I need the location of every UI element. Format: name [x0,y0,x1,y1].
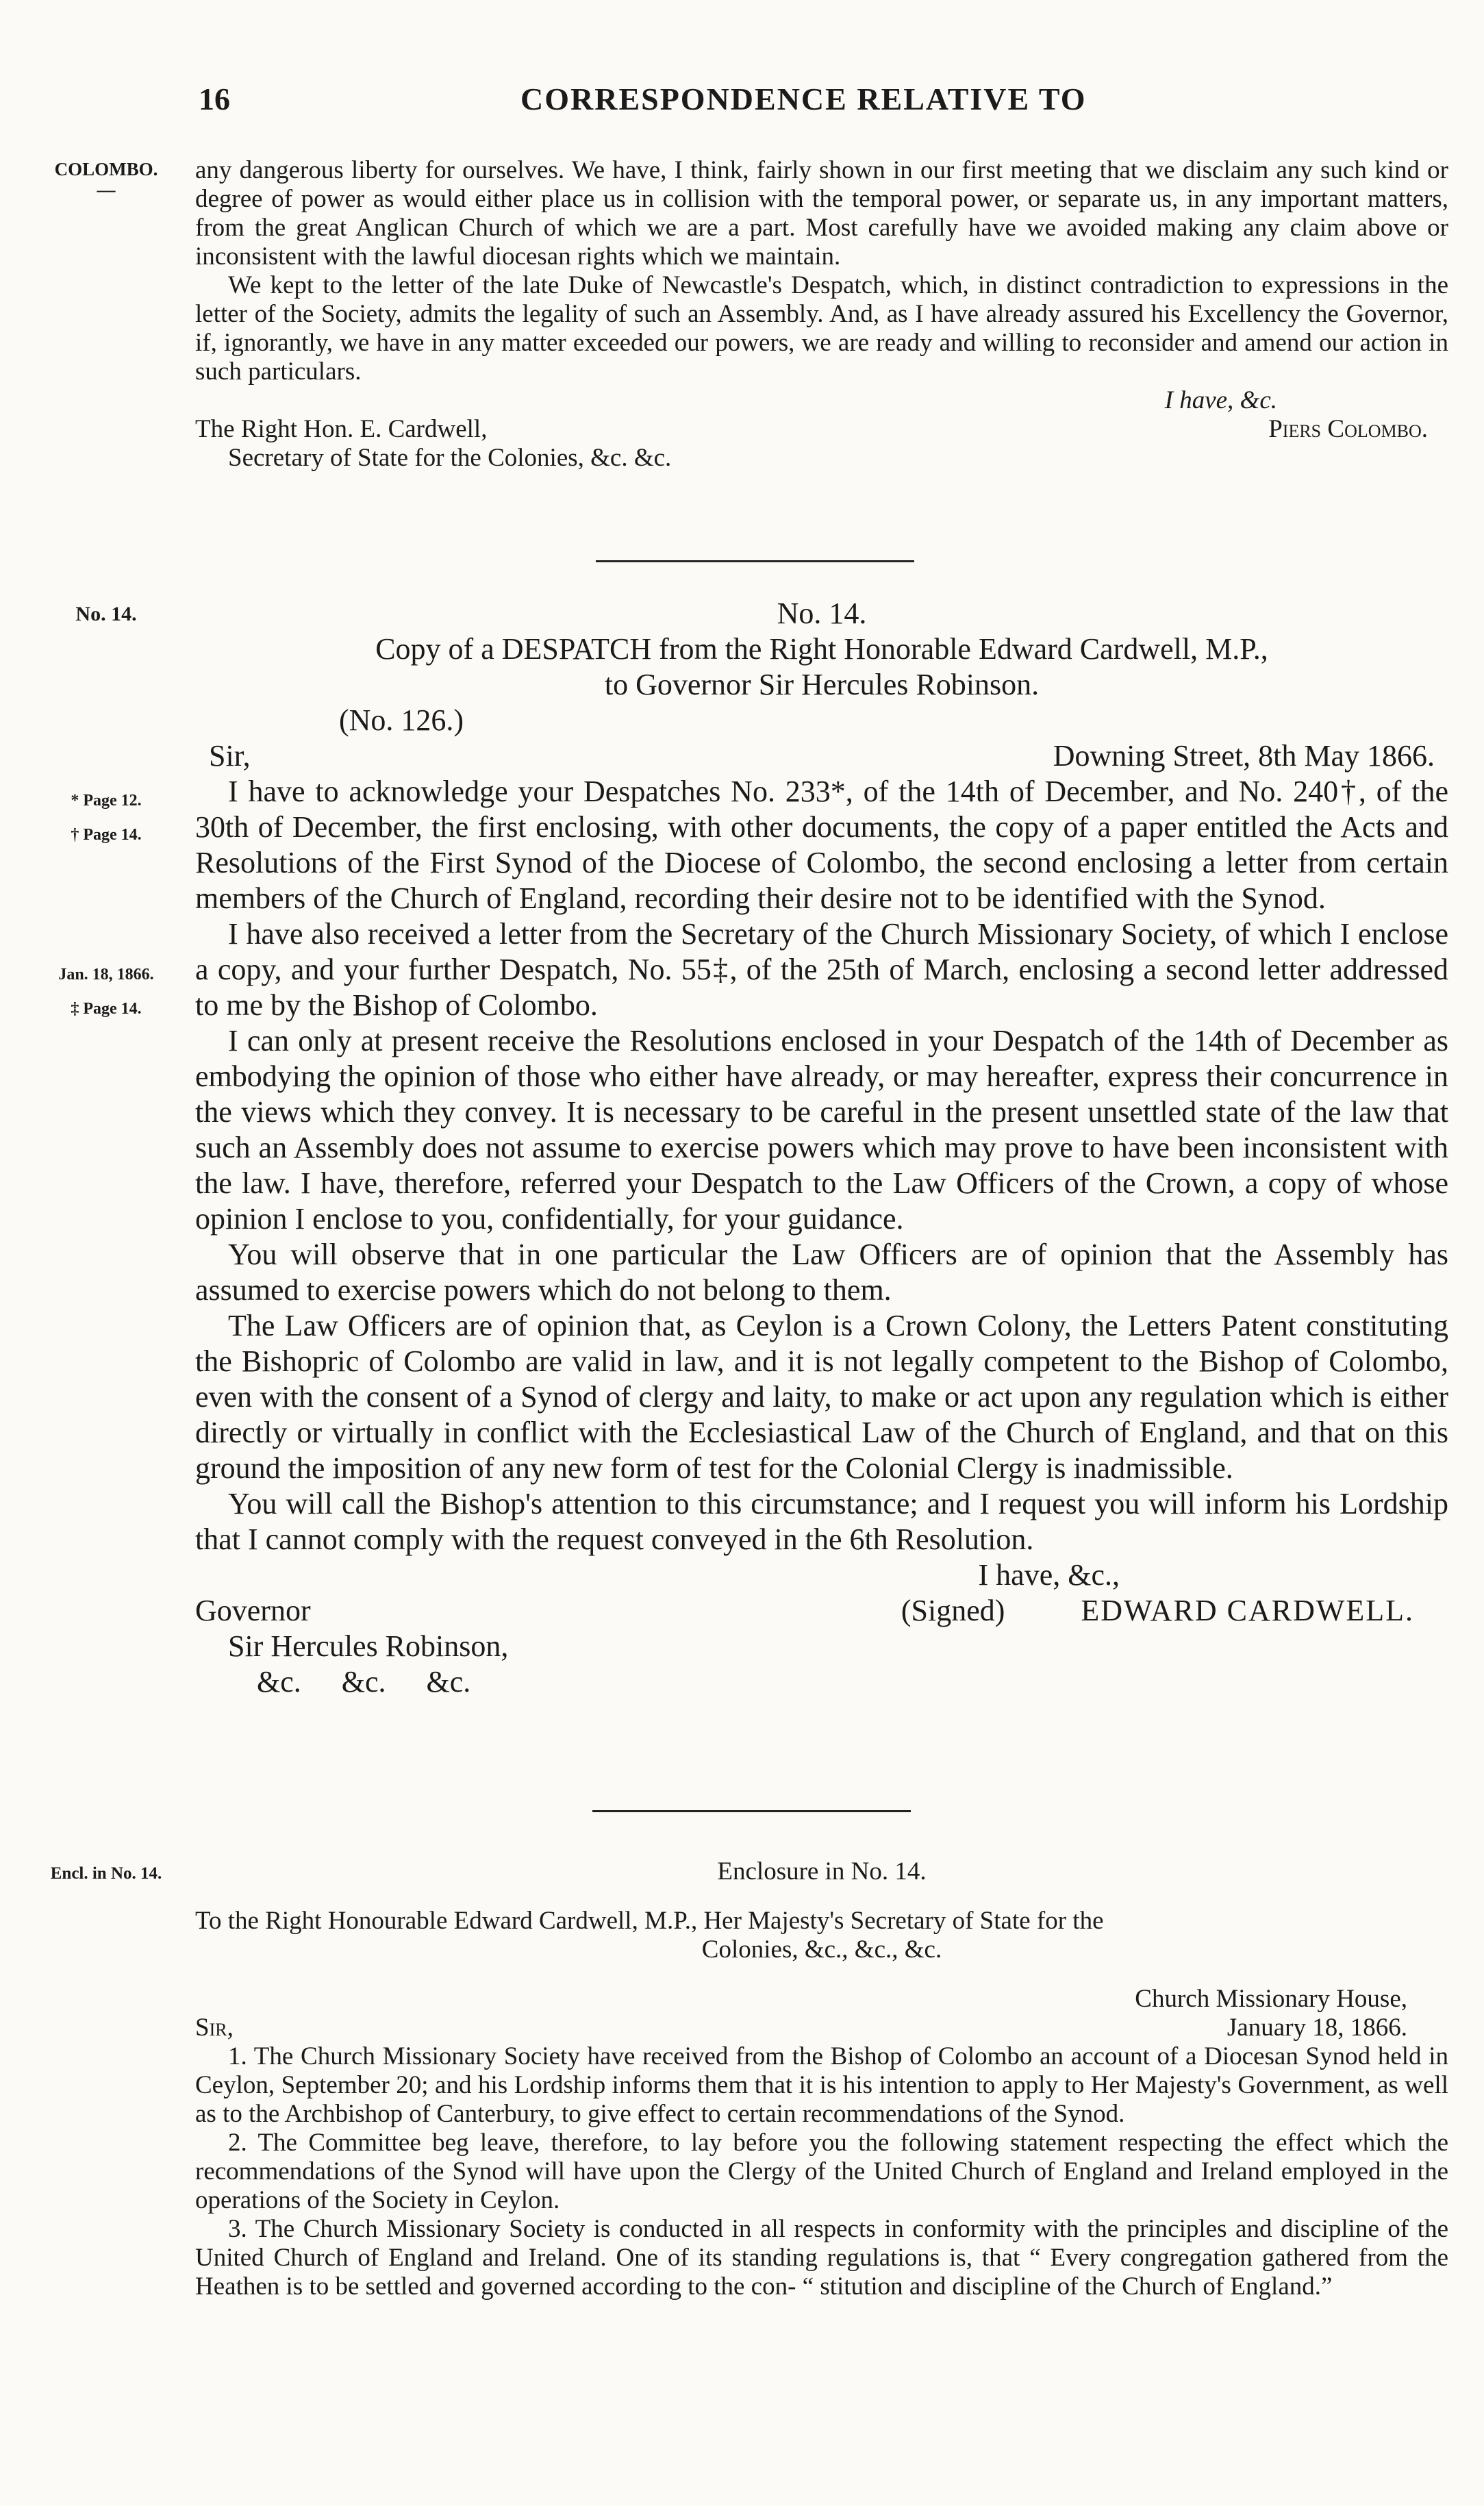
despatch-paragraph: The Law Officers are of opinion that, as Ceylon is a Crown Colony, the Letters Patent constituting the Bishopric of Colombo are valid in law, and it is not legally competent to the Bishop of Colombo, even with the consent of a Synod of clergy and laity, to make or act upon any regulation which is either directly or virtually in conflict with the Ecclesiastical Law of the Church of England, and that on this ground the imposition of any new form of test for the Colonial Clergy is inadmissible. [195,1309,1448,1485]
section1-paragraph: any dangerous liberty for ourselves. We have, I think, fairly shown in our first meeting that we disclaim any such kind or degree of power as would either place us in collision with the temporal power, or separate us, in any important matters, from the great Anglican Church of which we are a part. Most carefully have we avoided making any claim above or inconsistent with the lawful diocesan rights which we maintain. [195,156,1448,271]
margin-label-colombo: COLOMBO. [54,159,158,179]
margin-label-no14: No. 14. [75,603,137,625]
enclosure-address: Colonies, &c., &c., &c. [701,1935,942,1964]
despatch-heading: Copy of a DESPATCH from the Right Honorable Edward Cardwell, M.P., [375,632,1268,666]
despatch-paragraph: I have also received a letter from the Secretary of the Church Missionary Society, of which I enclose a copy, and your further Despatch, No. 55‡, of the 25th of March, enclosing a second letter addressed to me by the Bishop of Colombo. [195,917,1448,1022]
margin-note: ‡ Page 14. [71,1000,142,1018]
despatch-salutation: Sir, [209,739,251,773]
section2-text [195,596,1448,1700]
despatch-paragraph: I can only at present receive the Resolutions enclosed in your Despatch of the 14th of December as embodying the opinion of those who either have already, or may hereafter, express their concurrence in the views which they convey. It is necessary to be careful in the present unsettled state of the law that such an Assembly does not assume to exercise powers which may prove to have been inconsistent with the law. I have, therefore, referred your Despatch to the Law Officers of the Crown, a copy of whose opinion I enclose to you, confidentially, for your guidance. [195,1024,1448,1236]
despatch-paragraph: I have to acknowledge your Despatches No. 233*, of the 14th of December, and No. 240†, of the 30th of December, the first enclosing, with other documents, the copy of a paper entitled the Acts and Resolutions of the First Synod of the Diocese of Colombo, the second enclosing a letter from certain members of the Church of England, recording their desire not to be identified with the Synod. [195,775,1448,915]
enclosure-place: Church Missionary House, [1135,1985,1407,2013]
page-number: 16 [199,82,230,116]
divider-rule [596,560,914,562]
despatch-signed: (Signed) [901,1594,1005,1627]
despatch-addressee: Governor [195,1594,311,1627]
enclosure-paragraph: 1. The Church Missionary Society have received from the Bishop of Colombo an account of a Diocesan Synod held in Ceylon, September 20; and his Lordship informs them that it is his intention to apply to Her Majesty's Government, as well as to the Archbishop of Canterbury, to give effect to certain recommendations of the Synod. [195,2042,1448,2128]
section1-paragraph: We kept to the letter of the late Duke of Newcastle's Despatch, which, in distinct contradiction to expressions in the letter of the Society, admits the legality of such an Assembly. And, as I have already assured his Excellency the Governor, if, ignorantly, we have in any matter exceeded our powers, we are ready and willing to reconsider and amend our action in such particulars. [195,271,1448,386]
margin-note: † Page 14. [71,826,142,844]
despatch-closing: I have, &c., [978,1558,1120,1592]
section1-addressee-title: Secretary of State for the Colonies, &c. &c. [228,444,672,472]
enclosure-salutation: Sir, [195,2014,234,2042]
section1-text [195,156,1448,473]
section3-text [195,1857,1448,2301]
despatch-place-date: Downing Street, 8th May 1866. [1053,739,1435,773]
despatch-addressee-etc: &c. &c. &c. [257,1665,471,1699]
section1-closing: I have, &c. [1164,386,1277,414]
enclosure-address: To the Right Honourable Edward Cardwell, M.P., Her Majesty's Secretary of State for the [195,1907,1104,1935]
despatch-number: No. 14. [777,597,867,630]
margin-note: * Page 12. [71,792,142,810]
despatch-paragraph: You will observe that in one particular the Law Officers are of opinion that the Assembly has assumed to exercise powers which do not belong to them. [195,1238,1448,1307]
despatch-heading: to Governor Sir Hercules Robinson. [604,668,1040,701]
margin-dash: — [97,179,116,200]
enclosure-heading: Enclosure in No. 14. [717,1857,927,1885]
despatch-addressee-name: Sir Hercules Robinson, [228,1629,509,1663]
running-title: CORRESPONDENCE RELATIVE TO [520,82,1087,116]
divider-rule [592,1810,911,1812]
enclosure-paragraph: 2. The Committee beg leave, therefore, to lay before you the following statement respecting the effect which the recommendations of the Synod will have upon the Clergy of the United Church of England and Ireland employed in the operations of the Society in Ceylon. [195,2129,1448,2214]
section1-addressee: The Right Hon. E. Cardwell, [195,415,488,443]
margin-note: Jan. 18, 1866. [58,966,154,983]
enclosure-date: January 18, 1866. [1227,2014,1407,2042]
despatch-signature: EDWARD CARDWELL. [1081,1594,1414,1627]
enclosure-paragraph: 3. The Church Missionary Society is conducted in all respects in conformity with the principles and discipline of the United Church of England and Ireland. One of its standing regulations is, that “ Every congregation gathered from the Heathen is to be settled and governed according to the con- “ stitution and discipline of the Church of England.” [195,2215,1448,2301]
section1-signature: Piers Colombo. [1268,415,1428,443]
despatch-number-ref: (No. 126.) [339,703,464,737]
margin-label-enclosure: Encl. in No. 14. [50,1864,162,1883]
despatch-paragraph: You will call the Bishop's attention to this circumstance; and I request you will inform his Lordship that I cannot comply with the request conveyed in the 6th Resolution. [195,1487,1448,1556]
